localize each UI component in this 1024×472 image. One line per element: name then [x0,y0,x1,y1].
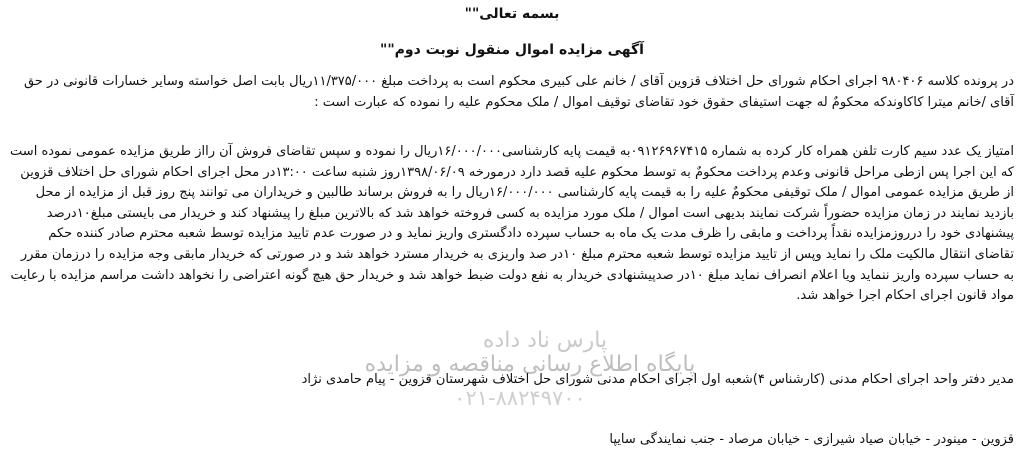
address-line: قزوین - مینودر - خیابان صیاد شیرازی - خیابان مرصاد - جنب نمایندگی سایپا [609,432,1014,447]
signature-line: مدیر دفتر واحد اجرای احکام مدنی (کارشناس ۴)شعبه اول اجرای احکام مدنی شورای حل اختلاف شهرستان قزوین - پیام حامدی نژاد [301,372,1014,387]
watermark-phone: ۰۲۱-۸۸۲۴۹۷۰۰ [454,386,586,410]
watermark-tagline: پایگاه اطلاع رسانی مناقصه و مزایده [364,352,696,377]
invocation-heading: بسمه تعالی"" [464,6,560,22]
watermark-brand: پارس ناد داده [482,328,608,353]
intro-paragraph: در پرونده کلاسه ۹۸۰۴۰۶ اجرای احکام شورای حل اختلاف قزوین آقای / خانم علی کبیری محکوم است به پرداخت مبلغ ۱۱/۳۷۵/۰۰۰ریال بابت اصل خواسته وسایر خسارات قانونی در حق آقای /خانم میترا کاکاوندکه محکومٌ له جهت استیفای حقوق خود تقاضای توقیف اموال / ملک محکوم علیه را نموده که عبارت است : [23,74,1014,110]
body-paragraph: امتیاز یک عدد سیم کارت تلفن همراه کار کرده به شماره ۰۹۱۲۶۹۶۷۴۱۵به قیمت پایه کارشناسی۱۶/۰۰۰/۰۰۰ریال را نموده و سپس تقاضای فروش آن رااز طریق مزایده عمومی نموده است که این اجرا پس ازطی مراحل قانونی وعدم پرداخت محکومٌ به توسط محکوم علیه قصد دارد درمورخه ۱۳۹۸/۰۶/۰۹روز شنبه ساعت ۱۳:۰۰در محل اجرای احکام شورای حل اختلاف قزوین از طریق مزایده عمومی اموال / ملک توقیفی محکومٌ علیه را به قیمت پایه کارشناسی ۱۶/۰۰۰/۰۰۰ریال را به فروش برساند طالبین و خریداران می توانند پنج روز قبل از مزایده از محل بازدید نمایند در زمان مزایده حضوراً شرکت نمایند بدیهی است اموال / ملک مورد مزایده به کسی فروخته خواهد شد که بالاترین مبلغ را پیشنهاد کند و خریدار می بایستی مبلغ۱۰درصد پیشنهادی خود را درروزمزایده نقداً پرداخت و مابقی را ظرف مدت یک ماه به حساب سپرده دادگستری واریز نماید و در صورت عدم تایید مزایده توسط شعبه محترم صادر کننده حکم تقاضای انتقال مالکیت ملک را نماید وپس از تایید مزایده توسط شعبه محترم مبلغ ۱۰در صد واریزی به خریدار مسترد خواهد شد و در صورتی که خریدار مابقی وجه مزایده را درزمان مقرر به حساب سپرده واریز ننماید ویا اعلام انصراف نماید مبلغ ۱۰در صدپیشنهادی خریدار به نفع دولت ضبط خواهد شد و خریدار حق هیچ گونه اعتراضی را نخواهد داشت مراسم مزایده با رعایت مواد قانون اجرای احکام اجرا خواهد شد. [10,144,1014,304]
notice-title: آگهی مزایده اموال منقول نوبت دوم"" [380,42,644,58]
